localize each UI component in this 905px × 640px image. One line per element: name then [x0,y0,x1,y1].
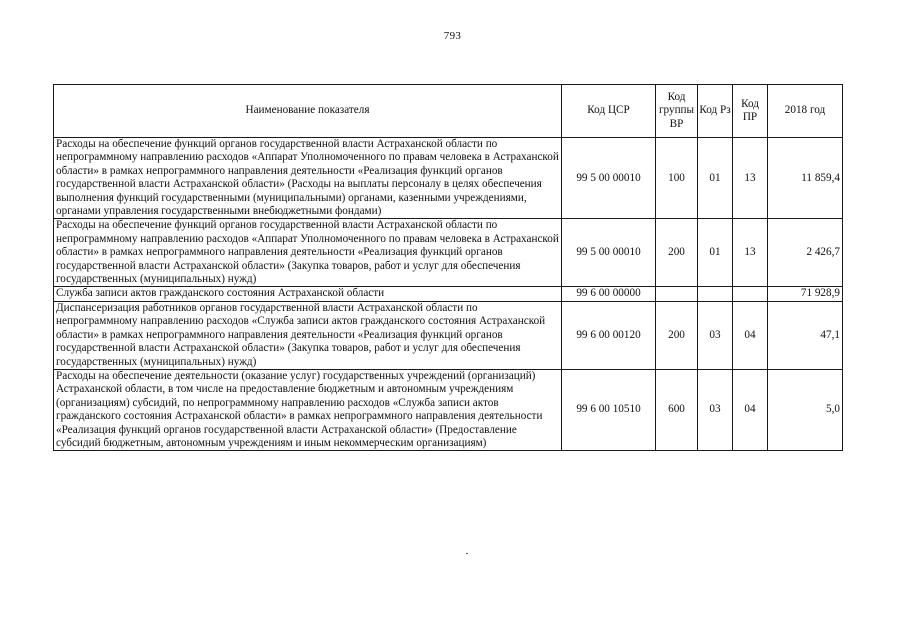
row-rz-code [698,287,733,301]
row-pr-code: 13 [733,138,768,219]
table-row [54,369,843,450]
row-vr-code [656,287,698,301]
row-pr-code: 04 [733,301,768,369]
row-pr-code [733,287,768,301]
scan-dot [466,553,468,554]
row-amount: 71 928,9 [768,287,843,301]
budget-table [53,84,843,451]
row-csr-code: 99 5 00 00010 [562,219,656,287]
row-vr-code: 200 [656,219,698,287]
header-name: Наименование показателя [54,85,562,138]
header-year: 2018 год [768,85,843,138]
header-vr: Код группы ВР [656,85,698,138]
row-csr-code: 99 6 00 00120 [562,301,656,369]
row-amount: 2 426,7 [768,219,843,287]
page-number: 793 [443,30,462,42]
row-rz-code: 01 [698,219,733,287]
row-name: Расходы на обеспечение функций органов государственной власти Астраханской области по непрограммному направлению расходов «Аппарат Уполномоченного по правам человека в Астраханской области» в рамках непрограммного направления деятельности «Реализация функций органов государственной власти Астраханской области» (Закупка товаров, работ и услуг для обеспечения государственных (муниципальных) нужд) [54,219,562,287]
header-rz: Код Рз [698,85,733,138]
row-rz-code: 03 [698,301,733,369]
row-amount: 47,1 [768,301,843,369]
table-row [54,138,843,219]
row-rz-code: 01 [698,138,733,219]
row-vr-code: 600 [656,369,698,450]
table-row [54,287,843,301]
row-vr-code: 200 [656,301,698,369]
row-csr-code: 99 6 00 00000 [562,287,656,301]
row-name: Расходы на обеспечение деятельности (оказание услуг) государственных учреждений (организаций) Астраханской области, в том числе на предоставление бюджетным и автономным учреждениям (организациям) субсидий, по непрограммному направлению расходов «Служба записи актов гражданского состояния Астраханской области» в рамках непрограммного направления деятельности «Реализация функций органов государственной власти Астраханской области» (Предоставление субсидий бюджетным, автономным учреждениям и иным некоммерческим организациям) [54,369,562,450]
header-csr: Код ЦСР [562,85,656,138]
table-row [54,301,843,369]
row-pr-code: 04 [733,369,768,450]
row-csr-code: 99 6 00 10510 [562,369,656,450]
header-row [54,85,843,138]
table-body [54,138,843,451]
row-pr-code: 13 [733,219,768,287]
header-pr: Код ПР [733,85,768,138]
table-header [54,85,843,138]
row-amount: 5,0 [768,369,843,450]
row-rz-code: 03 [698,369,733,450]
row-name: Расходы на обеспечение функций органов государственной власти Астраханской области по непрограммному направлению расходов «Аппарат Уполномоченного по правам человека в Астраханской области» в рамках непрограммного направления деятельности «Реализация функций органов государственной власти Астраханской области» (Расходы на выплаты персоналу в целях обеспечения выполнения функций государственными (муниципальными) органами, казенными учреждениями, органами управления государственными внебюджетными фондами) [54,138,562,219]
row-name: Диспансеризация работников органов государственной власти Астраханской области по непрограммному направлению расходов «Служба записи актов гражданского состояния Астраханской области» в рамках непрограммного направления деятельности «Реализация функций органов государственной власти Астраханской области» (Закупка товаров, работ и услуг для обеспечения государственных (муниципальных) нужд) [54,301,562,369]
row-name: Служба записи актов гражданского состояния Астраханской области [54,287,562,301]
row-csr-code: 99 5 00 00010 [562,138,656,219]
row-amount: 11 859,4 [768,138,843,219]
table-row [54,219,843,287]
row-vr-code: 100 [656,138,698,219]
